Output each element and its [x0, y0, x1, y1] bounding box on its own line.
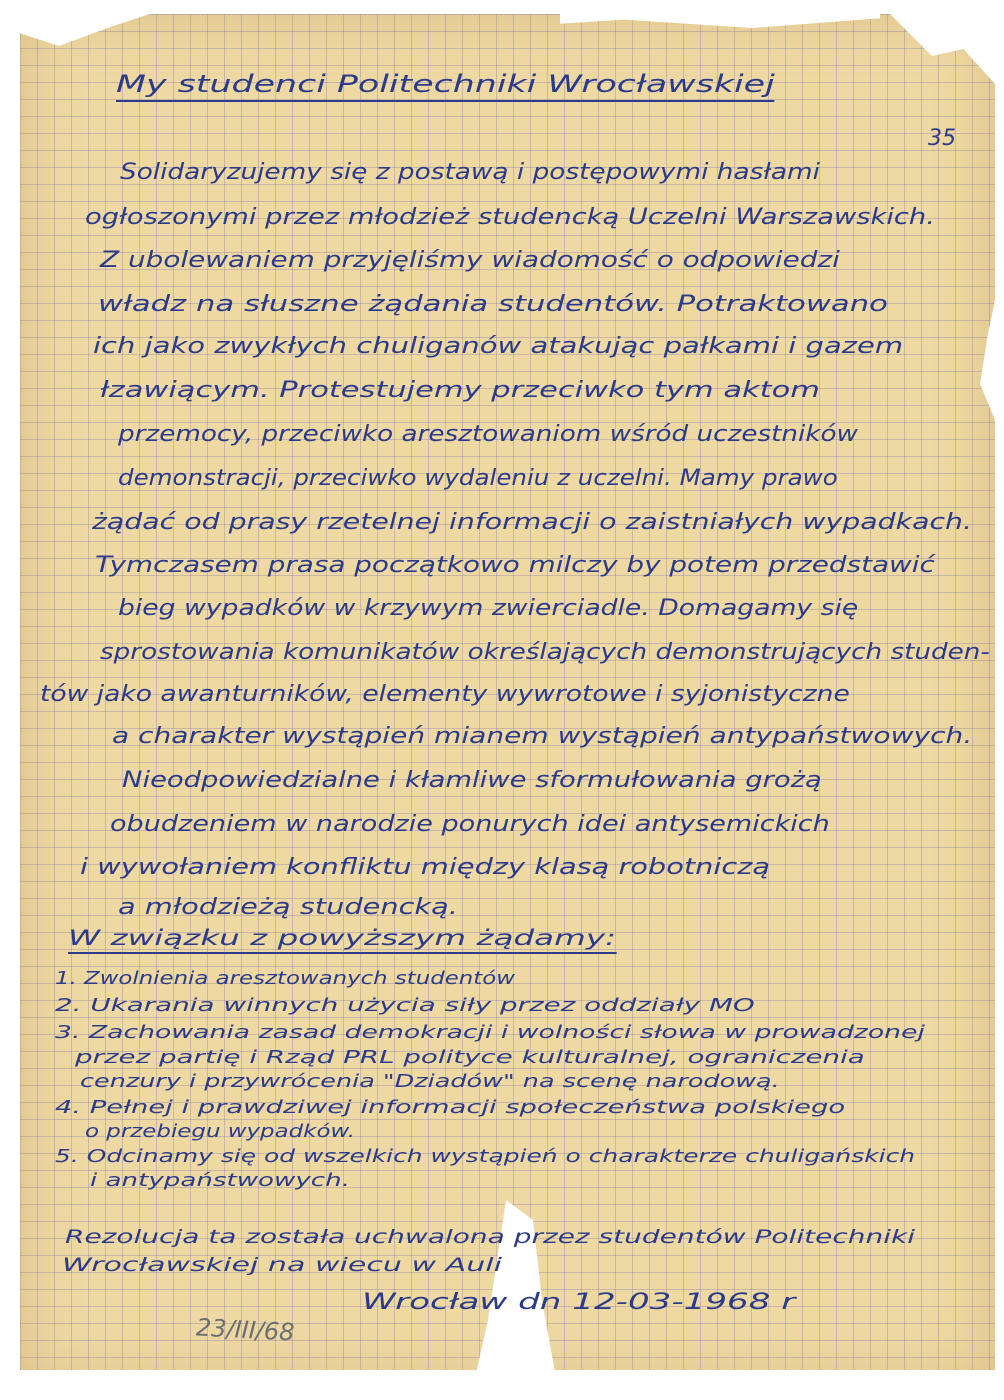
demands-heading: W związku z powyższym żądamy: — [68, 926, 616, 954]
body-line-line: przemocy, przeciwko aresztowaniom wśród uczestników — [118, 422, 859, 447]
body-line-line: żądać od prasy rzetelnej informacji o zaistniałych wypadkach. — [92, 510, 973, 535]
body-line-line: tów jako awanturników, elementy wywrotowe i syjonistyczne — [40, 682, 850, 707]
body-line-line: władz na słuszne żądania studentów. Potraktowano — [98, 292, 888, 317]
body-line-line: i wywołaniem konfliktu między klasą robotniczą — [80, 855, 771, 880]
demand-line: i antypaństwowych. — [90, 1170, 351, 1191]
closing-line-line: Wrocławskiej na wiecu w Auli — [62, 1254, 502, 1276]
page-number: 35 — [928, 126, 956, 151]
document-title: My studenci Politechniki Wrocławskiej — [116, 70, 775, 102]
demand-line: o przebiegu wypadków. — [85, 1121, 356, 1142]
demand-line: cenzury i przywrócenia "Dziadów" na scenę narodową. — [80, 1071, 780, 1092]
body-line-line: Nieodpowiedzialne i kłamliwe sformułowania grożą — [122, 768, 822, 793]
demand-line: 4. Pełnej i prawdziwej informacji społeczeństwa polskiego — [55, 1097, 846, 1118]
pencil-note: 23/III/68 — [195, 1313, 296, 1347]
demand-line: 3. Zachowania zasad demokracji i wolności słowa w prowadzonej — [55, 1022, 925, 1043]
body-line-line: Tymczasem prasa początkowo milczy by potem przedstawić — [95, 553, 935, 578]
body-line-line: ich jako zwykłych chuliganów atakując pałkami i gazem — [93, 334, 904, 359]
body-line-line: demonstracji, przeciwko wydaleniu z uczelni. Mamy prawo — [118, 466, 838, 491]
body-line-line: a młodzieżą studencką. — [118, 895, 458, 920]
body-line-line: łzawiącym. Protestujemy przeciwko tym aktom — [100, 378, 820, 403]
body-line-line: Solidaryzujemy się z postawą i postępowymi hasłami — [120, 160, 820, 185]
body-line-line: sprostowania komunikatów określających demonstrujących studen- — [100, 640, 990, 665]
demand-line: 1. Zwolnienia aresztowanych studentów — [55, 968, 515, 989]
body-line-line: a charakter wystąpień mianem wystąpień antypaństwowych. — [112, 724, 973, 749]
demand-line: przez partię i Rząd PRL polityce kulturalnej, ograniczenia — [75, 1047, 865, 1068]
body-line-line: ogłoszonymi przez młodzież studencką Uczelni Warszawskich. — [85, 205, 935, 230]
body-line-line: obudzeniem w narodzie ponurych idei antysemickich — [110, 812, 830, 837]
demand-line: 5. Odcinamy się od wszelkich wystąpień o charakterze chuligańskich — [55, 1146, 916, 1167]
place-date: Wrocław dn 12-03-1968 r — [362, 1290, 796, 1315]
body-line-line: Z ubolewaniem przyjęliśmy wiadomość o odpowiedzi — [100, 248, 840, 273]
body-line-line: bieg wypadków w krzywym zwierciadle. Domagamy się — [118, 596, 859, 621]
demand-line: 2. Ukarania winnych użycia siły przez oddziały MO — [55, 995, 755, 1016]
closing-line-line: Rezolucja ta została uchwalona przez studentów Politechniki — [65, 1226, 916, 1248]
torn-edge — [20, 1370, 995, 1400]
